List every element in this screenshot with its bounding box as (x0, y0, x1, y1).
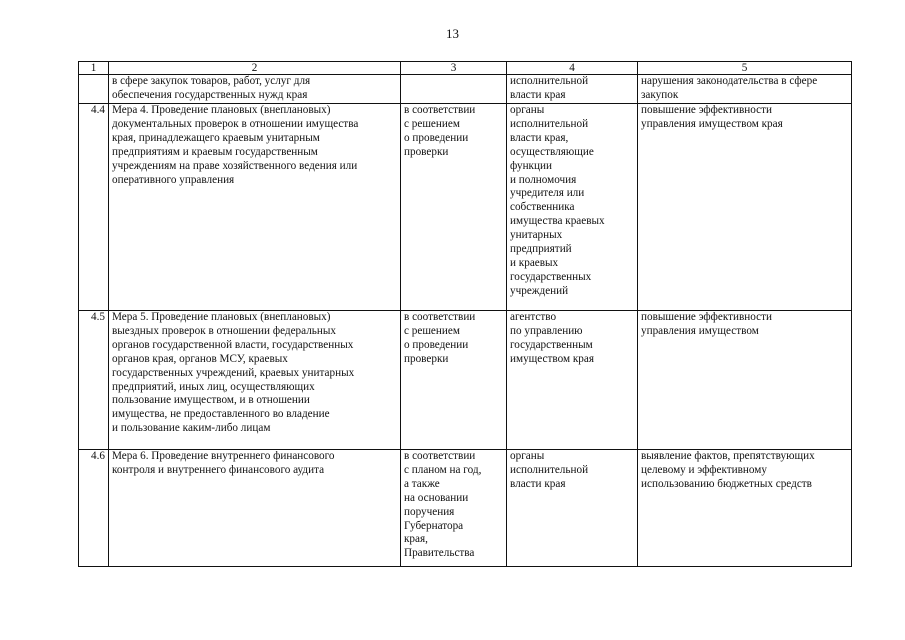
column-header-1: 1 (79, 62, 109, 75)
header-row (79, 62, 852, 75)
basis-cell: в соответствии с решением о проведении проверки (401, 311, 507, 450)
measure-cell: Мера 4. Проведение плановых (внеплановых) документальных проверок в отношении имущества края, принадлежащего краевым унитарным предприятиям и краевым государственным учреждениям на праве хозяйственного ведения или оперативного управления (109, 104, 401, 311)
column-header-4: 4 (507, 62, 638, 75)
measure-cell: в сфере закупок товаров, работ, услуг для обеспечения государственных нужд края (109, 75, 401, 104)
result-cell: выявление фактов, препятствующих целевому и эффективному использованию бюджетных средств (638, 450, 852, 567)
page-number: 13 (446, 26, 459, 41)
table-row (79, 450, 852, 567)
basis-cell: в соответствии с планом на год, а также на основании поручения Губернатора края, Правительства (401, 450, 507, 567)
column-header-5: 5 (638, 62, 852, 75)
column-header-2: 2 (109, 62, 401, 75)
measures-table (78, 61, 852, 567)
executor-cell: исполнительной власти края (507, 75, 638, 104)
executor-cell: органы исполнительной власти края, осуществляющие функции и полномочия учредителя или собственника имущества краевых унитарных предприятий и краевых государственных учреждений (507, 104, 638, 311)
measure-cell: Мера 5. Проведение плановых (внеплановых) выездных проверок в отношении федеральных органов государственной власти, государственных органов края, органов МСУ, краевых государственных учреждений, краевых унитарных предприятий, иных лиц, осуществляющих пользование имуществом, и в отношении имущества, не предоставленного во владение и пользование каким-либо лицам (109, 311, 401, 450)
row-number: 4.6 (79, 450, 109, 567)
result-cell: повышение эффективности управления имуществом края (638, 104, 852, 311)
basis-cell: в соответствии с решением о проведении проверки (401, 104, 507, 311)
row-number: 4.4 (79, 104, 109, 311)
table-row (79, 75, 852, 104)
result-cell: повышение эффективности управления имуществом (638, 311, 852, 450)
table-row (79, 311, 852, 450)
executor-cell: органы исполнительной власти края (507, 450, 638, 567)
row-number: 4.5 (79, 311, 109, 450)
column-header-3: 3 (401, 62, 507, 75)
result-cell: нарушения законодательства в сфере закупок (638, 75, 852, 104)
row-number (79, 75, 109, 104)
table-row (79, 104, 852, 311)
executor-cell: агентство по управлению государственным имуществом края (507, 311, 638, 450)
measure-cell: Мера 6. Проведение внутреннего финансового контроля и внутреннего финансового аудита (109, 450, 401, 567)
basis-cell (401, 75, 507, 104)
